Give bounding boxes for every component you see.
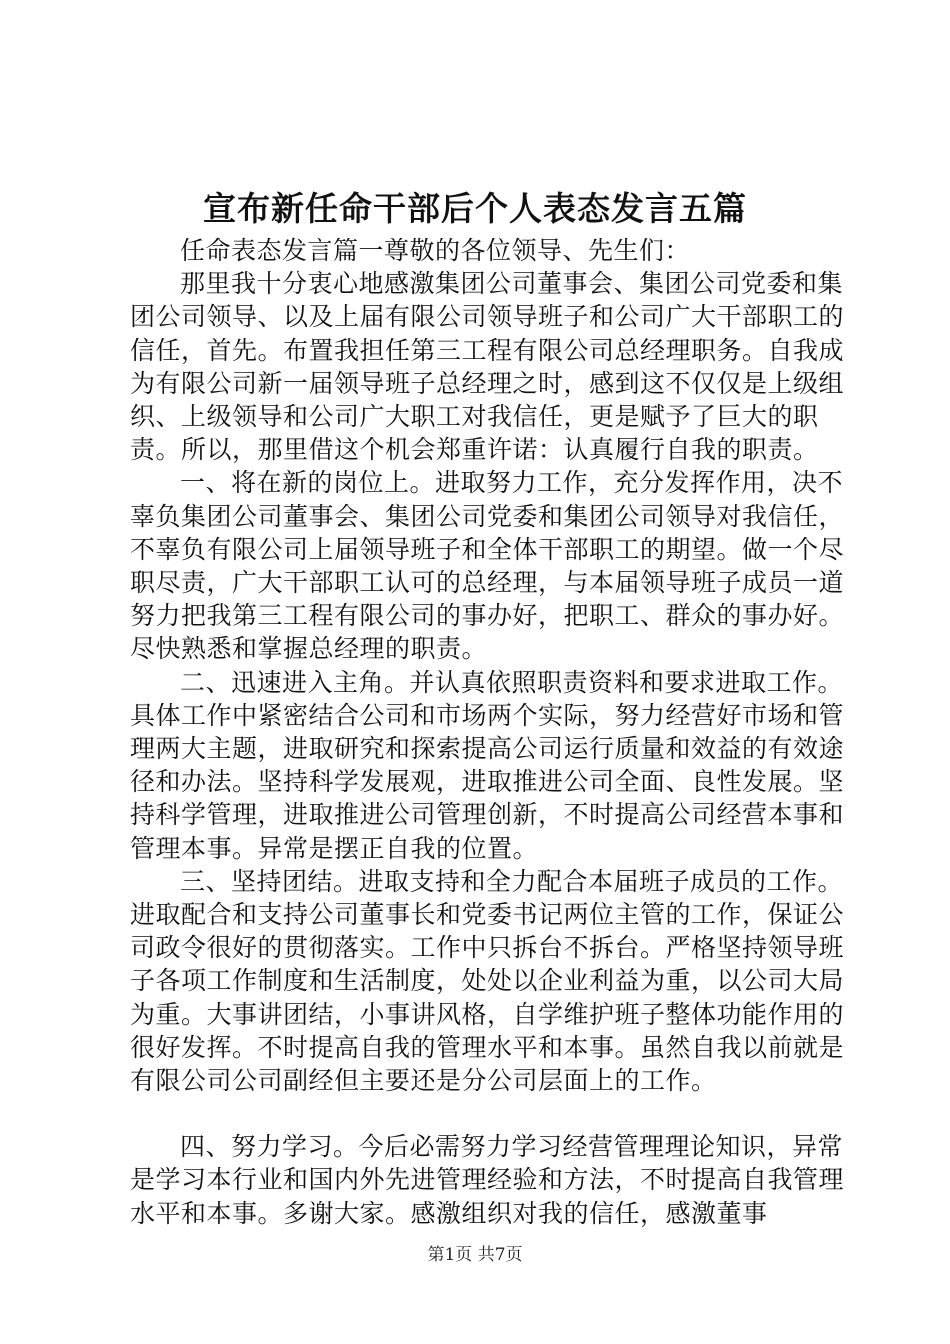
document-title: 宣布新任命干部后个人表态发言五篇 [203, 189, 747, 228]
paragraph-spacer [130, 1097, 850, 1130]
document-body [130, 234, 850, 1230]
page-number-footer: 第1页 共7页 [427, 1245, 523, 1265]
paragraph-point-one: 一、将在新的岗位上。进取努力工作，充分发挥作用，决不辜负集团公司董事会、集团公司党委和集团公司领导对我信任，不辜负有限公司上届领导班子和全体干部职工的期望。做一个尽职尽责，广大干部职工认可的总经理，与本届领导班子成员一道努力把我第三工程有限公司的事办好，把职工、群众的事办好。尽快熟悉和掌握总经理的职责。 [130, 468, 845, 664]
paragraph-point-two: 二、迅速进入主角。并认真依照职责资料和要求进取工作。具体工作中紧密结合公司和市场两个实际，努力经营好市场和管理两大主题，进取研究和探索提高公司运行质量和效益的有效途径和办法。坚持科学发展观，进取推进公司全面、良性发展。坚持科学管理，进取推进公司管理创新，不时提高公司经营本事和管理本事。异常是摆正自我的位置。 [130, 667, 845, 863]
paragraph-point-four: 四、努力学习。今后必需努力学习经营管理理论知识，异常是学习本行业和国内外先进管理经验和方法，不时提高自我管理水平和本事。多谢大家。感激组织对我的信任，感激董事 [130, 1132, 845, 1228]
paragraph-point-three: 三、坚持团结。进取支持和全力配合本届班子成员的工作。进取配合和支持公司董事长和党委书记两位主管的工作，保证公司政令很好的贯彻落实。工作中只拆台不拆台。严格坚持领导班子各项工作制度和生活制度，处处以企业利益为重，以公司大局为重。大事讲团结，小事讲风格，自学维护班子整体功能作用的很好发挥。不时提高自我的管理水平和本事。虽然自我以前就是有限公司公司副经但主要还是分公司层面上的工作。 [130, 866, 845, 1096]
paragraph-thanks: 那里我十分衷心地感激集团公司董事会、集团公司党委和集团公司领导、以及上届有限公司领导班子和公司广大干部职工的信任，首先。布置我担任第三工程有限公司总经理职务。自我成为有限公司新一届领导班子总经理之时，感到这不仅仅是上级组织、上级领导和公司广大职工对我信任，更是赋予了巨大的职责。所以，那里借这个机会郑重许诺：认真履行自我的职责。 [130, 269, 845, 465]
paragraph-greeting: 任命表态发言篇一尊敬的各位领导、先生们： [180, 236, 691, 265]
